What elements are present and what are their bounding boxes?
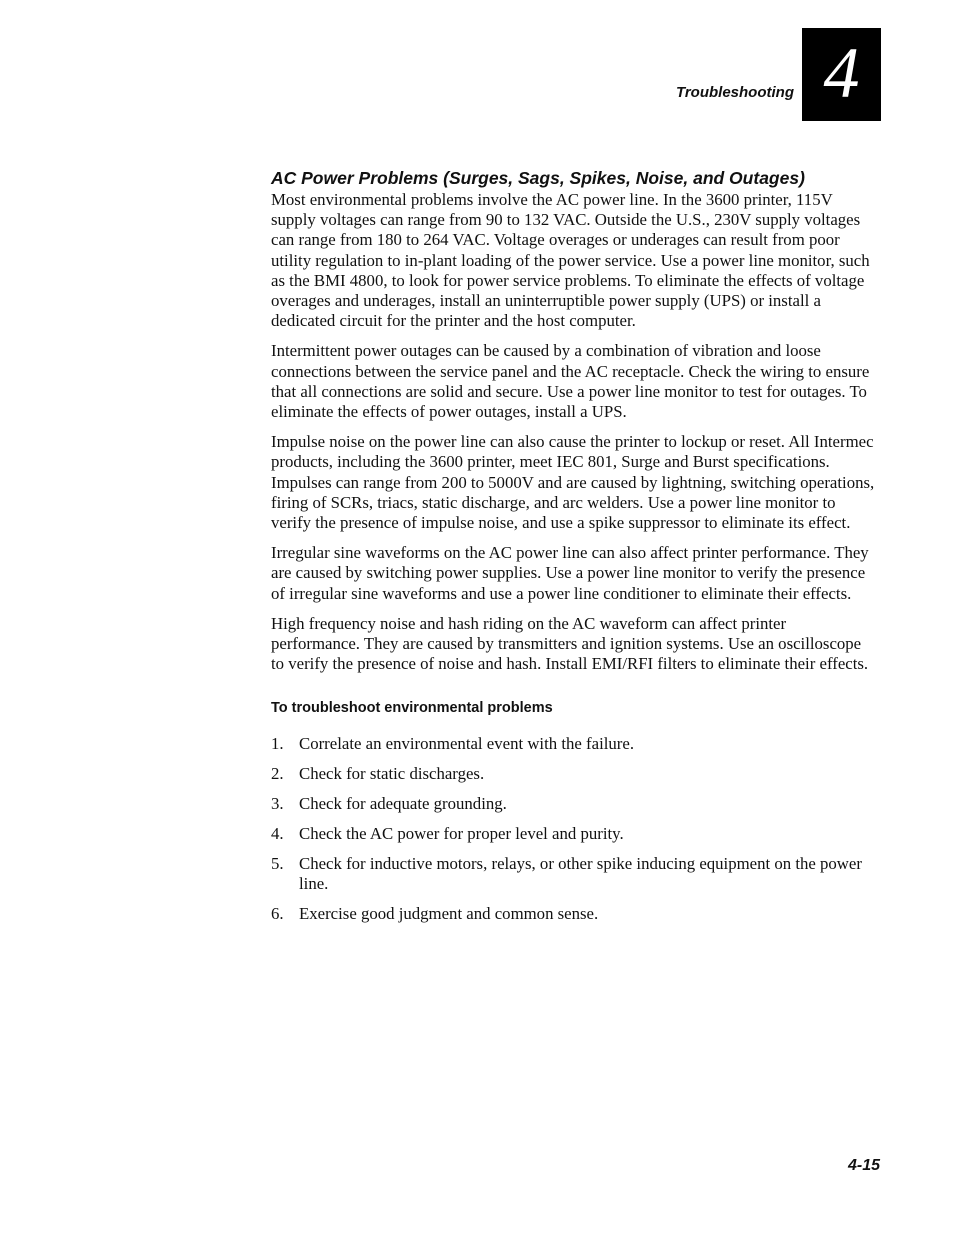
step-number: 4.	[271, 823, 284, 843]
list-item	[271, 824, 877, 844]
page-number: 4-15	[847, 1157, 880, 1174]
step-text: Exercise good judgment and common sense.	[299, 903, 599, 923]
paragraph-high-frequency-noise: High frequency noise and hash riding on the AC waveform can affect printer performance. They are caused by transmitters and ignition systems. Use an oscilloscope to verify the presence of noise and hash. Install EMI/RFI filters to eliminate their effects.	[271, 613, 869, 674]
paragraph-voltage: Most environmental problems involve the AC power line. In the 3600 printer, 115V supply voltages can range from 90 to 132 VAC. Outside the U.S., 230V supply voltages can range from 180 to 264 VAC. Voltage overages or underages can result from poor utility regulation to in-plant loading of the power service. Use a power line monitor, such as the BMI 4800, to look for power service problems. To eliminate the effects of voltage overages and underages, install an uninterruptible power supply (UPS) or install a dedicated circuit for the printer and the host computer.	[271, 190, 870, 331]
paragraph-impulse-noise: Impulse noise on the power line can also cause the printer to lockup or reset. All Intermec products, including the 3600 printer, meet IEC 801, Surge and Burst specifications. Impulses can range from 200 to 5000V and are caused by lightning, switching operations, firing of SCRs, triacs, static discharge, and arc welders. Use a power line monitor to verify the presence of impulse noise, and use a spike suppressor to eliminate its effect.	[271, 432, 875, 533]
step-text: Check for inductive motors, relays, or other spike inducing equipment on the power line.	[299, 853, 862, 893]
step-number: 1.	[271, 734, 284, 754]
list-item	[271, 794, 877, 814]
list-item	[271, 904, 877, 924]
list-item	[271, 734, 877, 754]
section-heading: AC Power Problems (Surges, Sags, Spikes, Noise, and Outages)	[271, 168, 805, 188]
paragraph-outages: Intermittent power outages can be caused by a combination of vibration and loose connections between the service panel and the AC receptacle. Check the wiring to ensure that all connections are solid and secure. Use a power line monitor to test for outages. To eliminate the effects of power outages, install a UPS.	[271, 341, 870, 422]
step-number: 3.	[271, 794, 284, 814]
step-number: 5.	[271, 853, 284, 873]
page-content	[271, 166, 877, 933]
list-item	[271, 854, 877, 894]
paragraph-sine-waveforms: Irregular sine waveforms on the AC power line can also affect printer performance. They are caused by switching power supplies. Use a power line monitor to verify the presence of irregular sine waveforms and use a power line conditioner to eliminate their effects.	[271, 543, 869, 603]
procedure-heading: To troubleshoot environmental problems	[271, 700, 553, 717]
procedure-steps	[271, 734, 877, 923]
step-text: Check for adequate grounding.	[299, 794, 507, 814]
step-text: Check the AC power for proper level and purity.	[299, 823, 624, 843]
chapter-number: 4	[823, 32, 860, 113]
step-text: Correlate an environmental event with the failure.	[299, 734, 635, 754]
step-number: 2.	[271, 764, 284, 784]
step-number: 6.	[271, 903, 284, 923]
running-header-title: Troubleshooting	[675, 84, 794, 101]
chapter-tab	[802, 28, 881, 121]
list-item	[271, 764, 877, 784]
step-text: Check for static discharges.	[299, 764, 485, 784]
